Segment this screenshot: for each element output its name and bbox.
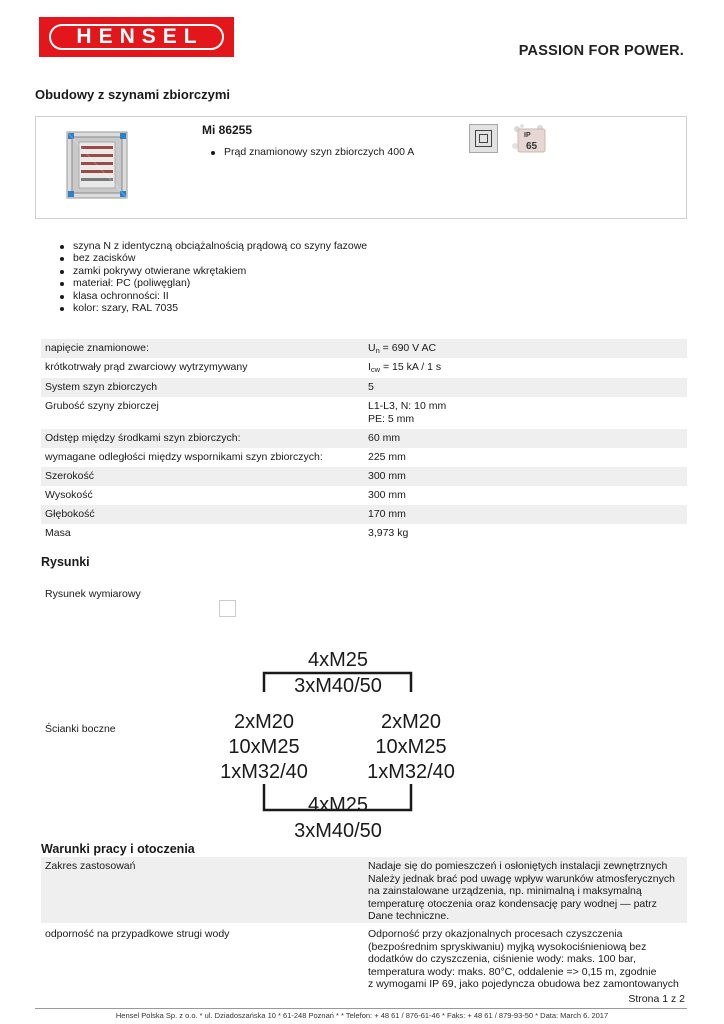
footer-divider bbox=[35, 1008, 687, 1009]
spec-label: Masa bbox=[45, 527, 71, 539]
dimension-drawing-label: Rysunek wymiarowy bbox=[45, 588, 141, 600]
spec-label: napięcie znamionowe: bbox=[45, 342, 149, 354]
hensel-logo bbox=[39, 17, 234, 57]
spec-row bbox=[41, 339, 687, 358]
ip65-icon bbox=[512, 124, 546, 153]
product-code: Mi 86255 bbox=[202, 123, 253, 137]
spec-label: System szyn zbiorczych bbox=[45, 381, 158, 393]
spec-row bbox=[41, 429, 687, 448]
spec-value: 225 mm bbox=[368, 451, 406, 463]
feature-item: szyna N z identyczną obciążalnością prądową co szyny fazowe bbox=[73, 240, 368, 252]
spec-value: 5 bbox=[368, 381, 374, 393]
left-entry-line1: 2xM20 bbox=[233, 711, 295, 733]
condition-text: Odporność przy okazjonalnych procesach czyszczenia (bezpośrednim spryskiwaniu) myjką wysokociśnieniową bez dodatków do czyszczenia, ciśnienie wody: maks. 100 bar, temperatura wody: maks. 80°C, oddalenie => 0,15 m, zgodnie z wymogami IP 69, jako pojedyncza obudowa bez zamontowanych bbox=[368, 928, 679, 990]
feature-item: kolor: szary, RAL 7035 bbox=[73, 302, 367, 314]
spec-row bbox=[41, 505, 687, 524]
feature-list bbox=[73, 240, 367, 314]
tagline: PASSION FOR POWER. bbox=[518, 43, 684, 59]
right-entry-line3: 1xM32/40 bbox=[367, 761, 455, 783]
feature-item: materiał: PC (poliwęglan) bbox=[73, 277, 367, 289]
condition-label: odporność na przypadkowe strugi wody bbox=[45, 928, 230, 940]
condition-row bbox=[41, 925, 687, 989]
spec-row bbox=[41, 378, 687, 397]
spec-value: 3,973 kg bbox=[368, 527, 409, 539]
bottom-entry-line1: 4xM25 bbox=[307, 794, 369, 816]
feature-item: klasa ochronności: II bbox=[73, 290, 367, 302]
spec-label: Odstęp między środkami szyn zbiorczych: bbox=[45, 432, 241, 444]
spec-value: 170 mm bbox=[368, 508, 406, 520]
spec-value: L1-L3, N: 10 mm PE: 5 mm bbox=[368, 400, 447, 425]
feature-item: zamki pokrywy otwierane wkrętakiem bbox=[73, 265, 367, 277]
page-number: Strona 1 z 2 bbox=[628, 993, 685, 1005]
condition-row bbox=[41, 857, 687, 923]
condition-text: Nadaje się do pomieszczeń i osłoniętych instalacji zewnętrznych Należy jednak brać pod uwagę wpływ warunków atmosferycznych na zainstalowane urządzenia, np. minimalną i maksymalną temperaturę otoczenia oraz kondensację pary wodnej — patrz Dane techniczne. bbox=[368, 860, 675, 922]
class-ii-inner-square bbox=[479, 134, 488, 143]
spec-label: Wysokość bbox=[45, 489, 93, 501]
condition-label: Zakres zastosowań bbox=[45, 860, 136, 872]
spec-value: 300 mm bbox=[368, 489, 406, 501]
spec-label: krótkotrwały prąd zwarciowy wytrzymywany bbox=[45, 361, 248, 373]
right-entry-line1: 2xM20 bbox=[380, 711, 442, 733]
ip-rating: 65 bbox=[526, 141, 538, 152]
side-walls-drawing bbox=[214, 644, 464, 842]
spec-value: $U_n = 690$ V AC bbox=[368, 342, 437, 355]
left-entry-line2: 10xM25 bbox=[228, 736, 300, 758]
spec-row bbox=[41, 358, 687, 378]
ip-label: IP bbox=[524, 132, 531, 139]
footer-contact: Hensel Polska Sp. z o.o. * ul. Dziadoszańska 10 * 61-248 Poznań * * Telefon: + 48 61 / 876-61-46 * Faks: + 48 61 / 879-93-50 * Data: March 6. 2017 bbox=[115, 1011, 609, 1020]
spec-row bbox=[41, 397, 687, 429]
logo-text: HENSEL bbox=[76, 25, 204, 48]
spec-row bbox=[41, 467, 687, 486]
left-entry-line3: 1xM32/40 bbox=[220, 761, 308, 783]
page-title: Obudowy z szynami zbiorczymi bbox=[35, 87, 231, 102]
spec-label: Grubość szyny zbiorczej bbox=[45, 400, 159, 412]
product-image bbox=[66, 131, 128, 199]
spec-row bbox=[41, 448, 687, 467]
bottom-entry-line2: 3xM40/50 bbox=[294, 820, 382, 842]
right-entry-line2: 10xM25 bbox=[375, 736, 447, 758]
spec-value: 300 mm bbox=[368, 470, 406, 482]
dimension-drawing-thumbnail[interactable] bbox=[219, 600, 236, 617]
top-entry-line2: 3xM40/50 bbox=[294, 675, 382, 697]
product-feature: Prąd znamionowy szyn zbiorczych 400 A bbox=[224, 146, 415, 158]
protection-class-ii-icon bbox=[469, 124, 498, 153]
spec-value: $I_{cw} = 15$ kA / 1 s bbox=[368, 361, 442, 374]
spec-label: Szerokość bbox=[45, 470, 95, 482]
spec-row bbox=[41, 524, 687, 543]
spec-label: Głębokość bbox=[45, 508, 95, 520]
side-walls-label: Ścianki boczne bbox=[45, 723, 116, 735]
spec-row bbox=[41, 486, 687, 505]
conditions-heading: Warunki pracy i otoczenia bbox=[41, 842, 195, 856]
spec-label: wymagane odległości między wspornikami szyn zbiorczych: bbox=[45, 451, 323, 463]
spec-value: 60 mm bbox=[368, 432, 401, 444]
drawings-heading: Rysunki bbox=[41, 555, 90, 569]
product-box bbox=[35, 116, 687, 219]
top-entry-line1: 4xM25 bbox=[307, 649, 369, 671]
feature-item: bez zacisków bbox=[73, 252, 367, 264]
